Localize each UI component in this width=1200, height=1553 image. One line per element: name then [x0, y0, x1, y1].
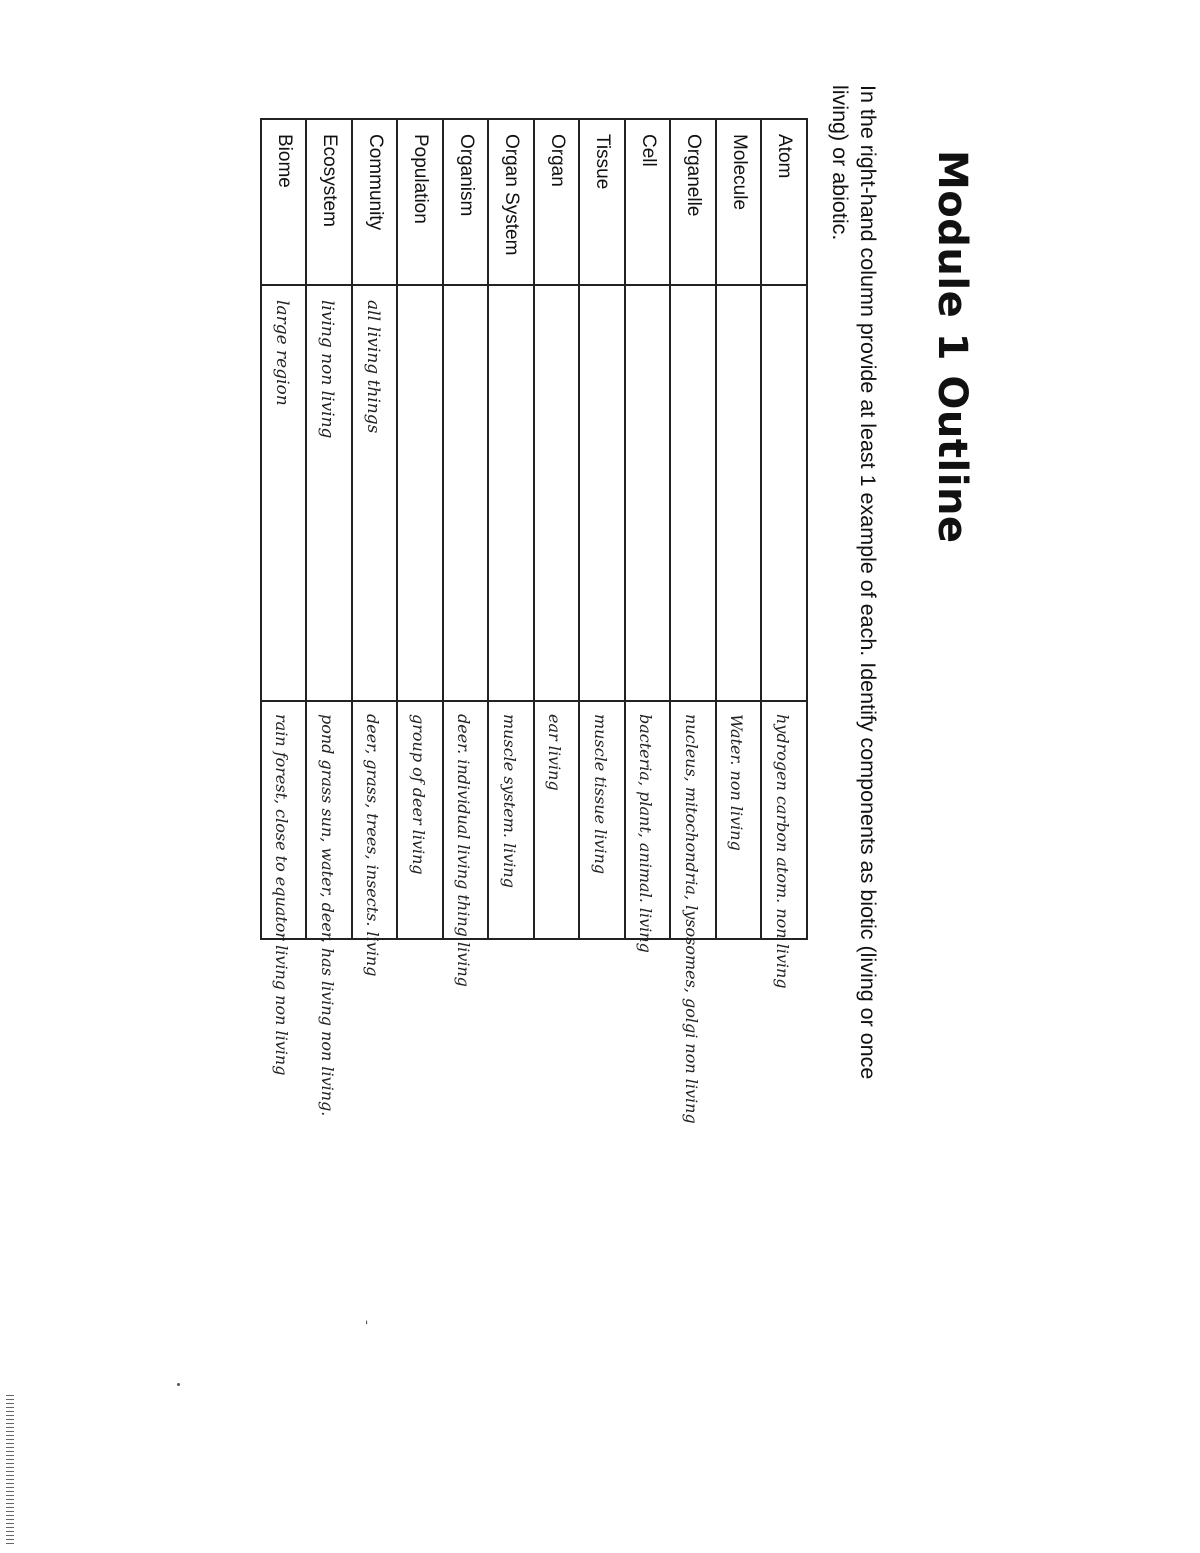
- handwritten-example: large region: [271, 300, 292, 406]
- answer-cell[interactable]: [671, 701, 717, 1124]
- answer-cell[interactable]: [261, 701, 307, 1076]
- level-name-cell: Biome: [261, 119, 307, 285]
- level-name-cell: Organ System: [489, 119, 535, 285]
- example-cell[interactable]: [762, 285, 808, 701]
- stray-dot: [177, 1383, 180, 1386]
- level-name-cell: Organelle: [671, 119, 717, 285]
- table-row: [352, 119, 398, 939]
- example-cell[interactable]: [398, 285, 444, 701]
- table-row: [307, 119, 353, 939]
- level-name-cell: Population: [398, 119, 444, 285]
- handwritten-answer: group of deer living: [408, 714, 428, 875]
- level-name-cell: Organ: [534, 119, 580, 285]
- table-row: [580, 119, 626, 939]
- answer-cell[interactable]: [534, 701, 580, 939]
- handwritten-example: living non living: [317, 300, 338, 439]
- table-row: [398, 119, 444, 939]
- table-row: [489, 119, 535, 939]
- table-row: [716, 119, 762, 939]
- instructions-text: In the right-hand column provide at least 1 example of each. Identify components as biotic (living or once living) or abiotic.: [828, 85, 880, 1080]
- answer-cell[interactable]: [307, 701, 353, 1117]
- example-cell[interactable]: [580, 285, 626, 701]
- handwritten-answer: muscle tissue living: [590, 714, 610, 875]
- level-name-cell: Community: [352, 119, 398, 285]
- scan-edge-marks: [6, 1395, 14, 1545]
- example-cell[interactable]: [716, 285, 762, 701]
- level-name-cell: Ecosystem: [307, 119, 353, 285]
- table-row: [671, 119, 717, 939]
- handwritten-answer: bacteria, plant, animal. living: [636, 714, 656, 953]
- handwritten-answer: deer, grass, trees, insects. living: [363, 714, 383, 977]
- table-row: [443, 119, 489, 939]
- table-row: [534, 119, 580, 939]
- handwritten-answer: hydrogen carbon atom. non living: [772, 714, 792, 989]
- handwritten-answer: nucleus, mitochondria, lysosomes, golgi non living: [681, 714, 701, 1124]
- example-cell[interactable]: [625, 285, 671, 701]
- example-cell[interactable]: [534, 285, 580, 701]
- example-cell[interactable]: [352, 285, 398, 701]
- outline-table: [260, 118, 808, 1124]
- example-cell[interactable]: [307, 285, 353, 701]
- page-title: Module 1 Outline: [929, 150, 975, 544]
- answer-cell[interactable]: [580, 701, 626, 939]
- table-row: [625, 119, 671, 939]
- answer-cell[interactable]: [352, 701, 398, 977]
- answer-cell[interactable]: [625, 701, 671, 953]
- handwritten-answer: muscle system. living: [499, 714, 519, 888]
- page-mark: -: [360, 1320, 376, 1325]
- example-cell[interactable]: [443, 285, 489, 701]
- level-name-cell: Molecule: [716, 119, 762, 285]
- handwritten-answer: ear living: [545, 714, 565, 791]
- handwritten-answer: rain forest, close to equator living non living: [272, 714, 292, 1076]
- example-cell[interactable]: [261, 285, 307, 701]
- answer-cell[interactable]: [443, 701, 489, 987]
- answer-cell[interactable]: [716, 701, 762, 939]
- example-cell[interactable]: [489, 285, 535, 701]
- table-row: [261, 119, 307, 939]
- handwritten-example: all living things: [362, 300, 383, 434]
- example-cell[interactable]: [671, 285, 717, 701]
- answer-cell[interactable]: [762, 701, 808, 989]
- level-name-cell: Tissue: [580, 119, 626, 285]
- answer-cell[interactable]: [398, 701, 444, 939]
- level-name-cell: Organism: [443, 119, 489, 285]
- answer-cell[interactable]: [489, 701, 535, 939]
- handwritten-answer: deer. individual living thing living: [454, 714, 474, 987]
- level-name-cell: Cell: [625, 119, 671, 285]
- handwritten-answer: Water. non living: [727, 714, 747, 851]
- outline-table-body: [261, 119, 807, 1124]
- handwritten-answer: pond grass sun, water, deer, has living non living.: [317, 714, 337, 1117]
- level-name-cell: Atom: [762, 119, 808, 285]
- table-row: [762, 119, 808, 939]
